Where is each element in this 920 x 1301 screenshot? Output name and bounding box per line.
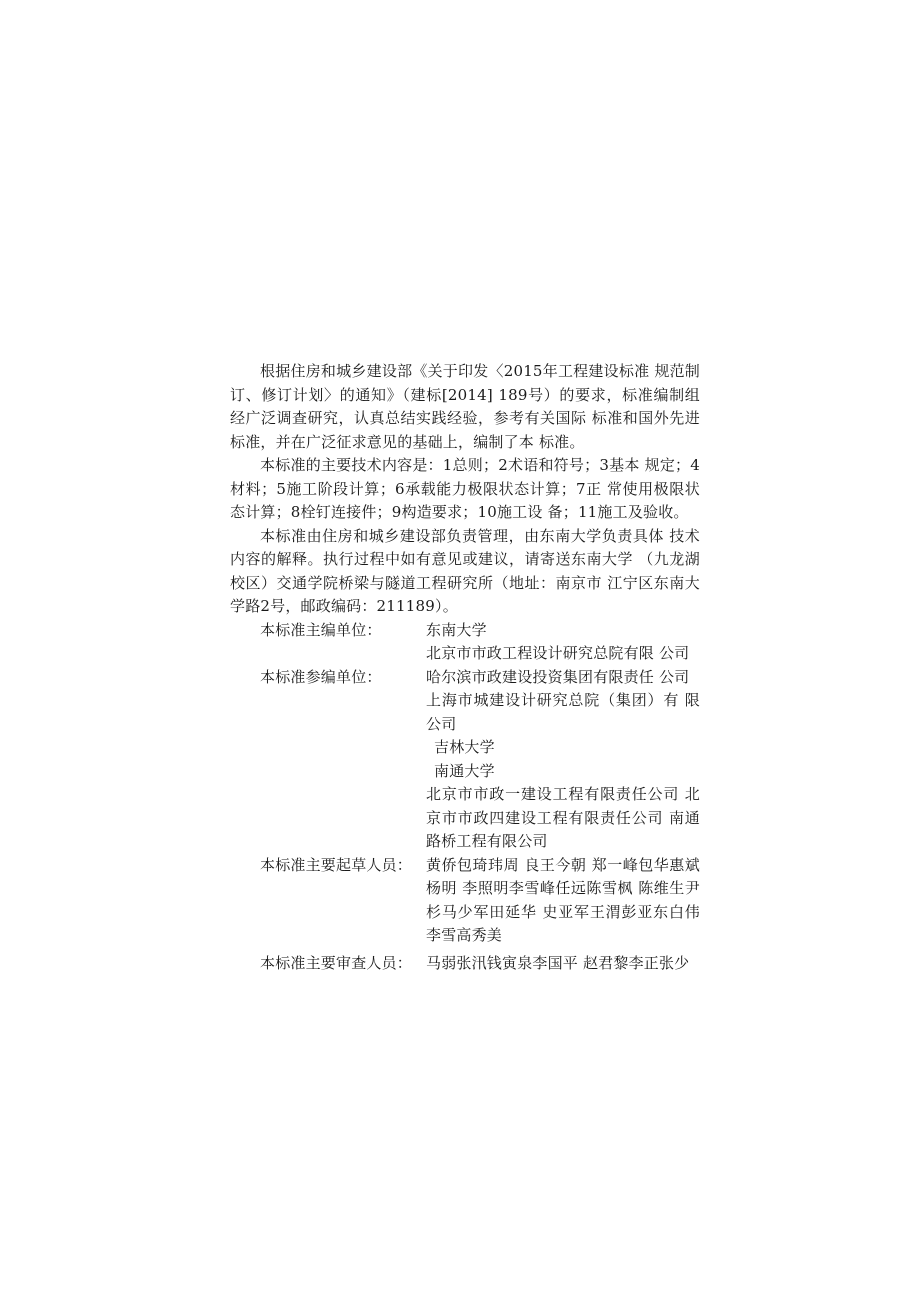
reviewers-row [230, 952, 700, 976]
chief-editors-row [230, 642, 700, 666]
preface-paragraph-3: 本标准由住房和城乡建设部负责管理，由东南大学负责具体 技术内容的解释。执行过程中如有意见或建议，请寄送东南大学 （九龙湖校区）交通学院桥梁与隧道工程研究所（地址：南京市 江宁区东南大学路2号，邮政编码：211189）。 [230, 526, 700, 615]
participating-label: 本标准参编单位： [260, 667, 382, 686]
reviewers-names: 马弱张汛钱寅泉李国平 赵君黎李正张少 [426, 953, 690, 972]
participating-unit: 哈尔滨市政建设投资集团有限责任 公司 [426, 667, 690, 686]
reviewers-label: 本标准主要审查人员： [260, 953, 413, 972]
participating-unit: 北京市市政一建设工程有限责任公司 北京市市政四建设工程有限责任公司 南通路桥工程有限公司 [426, 785, 700, 850]
drafters-names: 黄侨包琦玮周 良王今朝 郑一峰包华惠斌杨明 李照明李雪峰任远陈雪枫 陈维生尹杉马少军田延华 史亚军王渭彭亚东白伟 李雪高秀美 [426, 855, 700, 944]
participating-row [230, 689, 700, 736]
preface-paragraph-1: 根据住房和城乡建设部《关于印发〈2015年工程建设标准 规范制订、修订计划〉的通知》（建标[2014] 189号）的要求，标准编制组经广泛调查研究，认真总结实践经验，参考有关国际 标准和国外先进标准，并在广泛征求意见的基础上，编制了本 标准。 [230, 362, 700, 451]
chief-editor-unit: 北京市市政工程设计研究总院有限 公司 [426, 644, 690, 662]
preface-paragraph-2: 本标准的主要技术内容是：1总则；2术语和符号；3基本 规定；4材料；5施工阶段计算；6承载能力极限状态计算；7正 常使用极限状态计算；8栓钉连接件；9构造要求；10施工设 备；11施工及验收。 [230, 456, 700, 521]
chief-editor-unit: 东南大学 [426, 620, 487, 639]
participating-row [230, 760, 700, 784]
participating-unit: 上海市城建设计研究总院（集团）有 限公司 [426, 691, 700, 733]
participating-row [230, 666, 700, 690]
chief-editors-row [230, 619, 700, 643]
drafters-row [230, 854, 700, 948]
preface-page [230, 360, 700, 975]
participating-unit: 南通大学 [434, 761, 495, 780]
participating-row [230, 736, 700, 760]
drafters-label: 本标准主要起草人员： [260, 855, 413, 874]
participating-unit: 吉林大学 [434, 738, 495, 756]
chief-editors-label: 本标准主编单位： [260, 620, 382, 639]
participating-row [230, 783, 700, 854]
